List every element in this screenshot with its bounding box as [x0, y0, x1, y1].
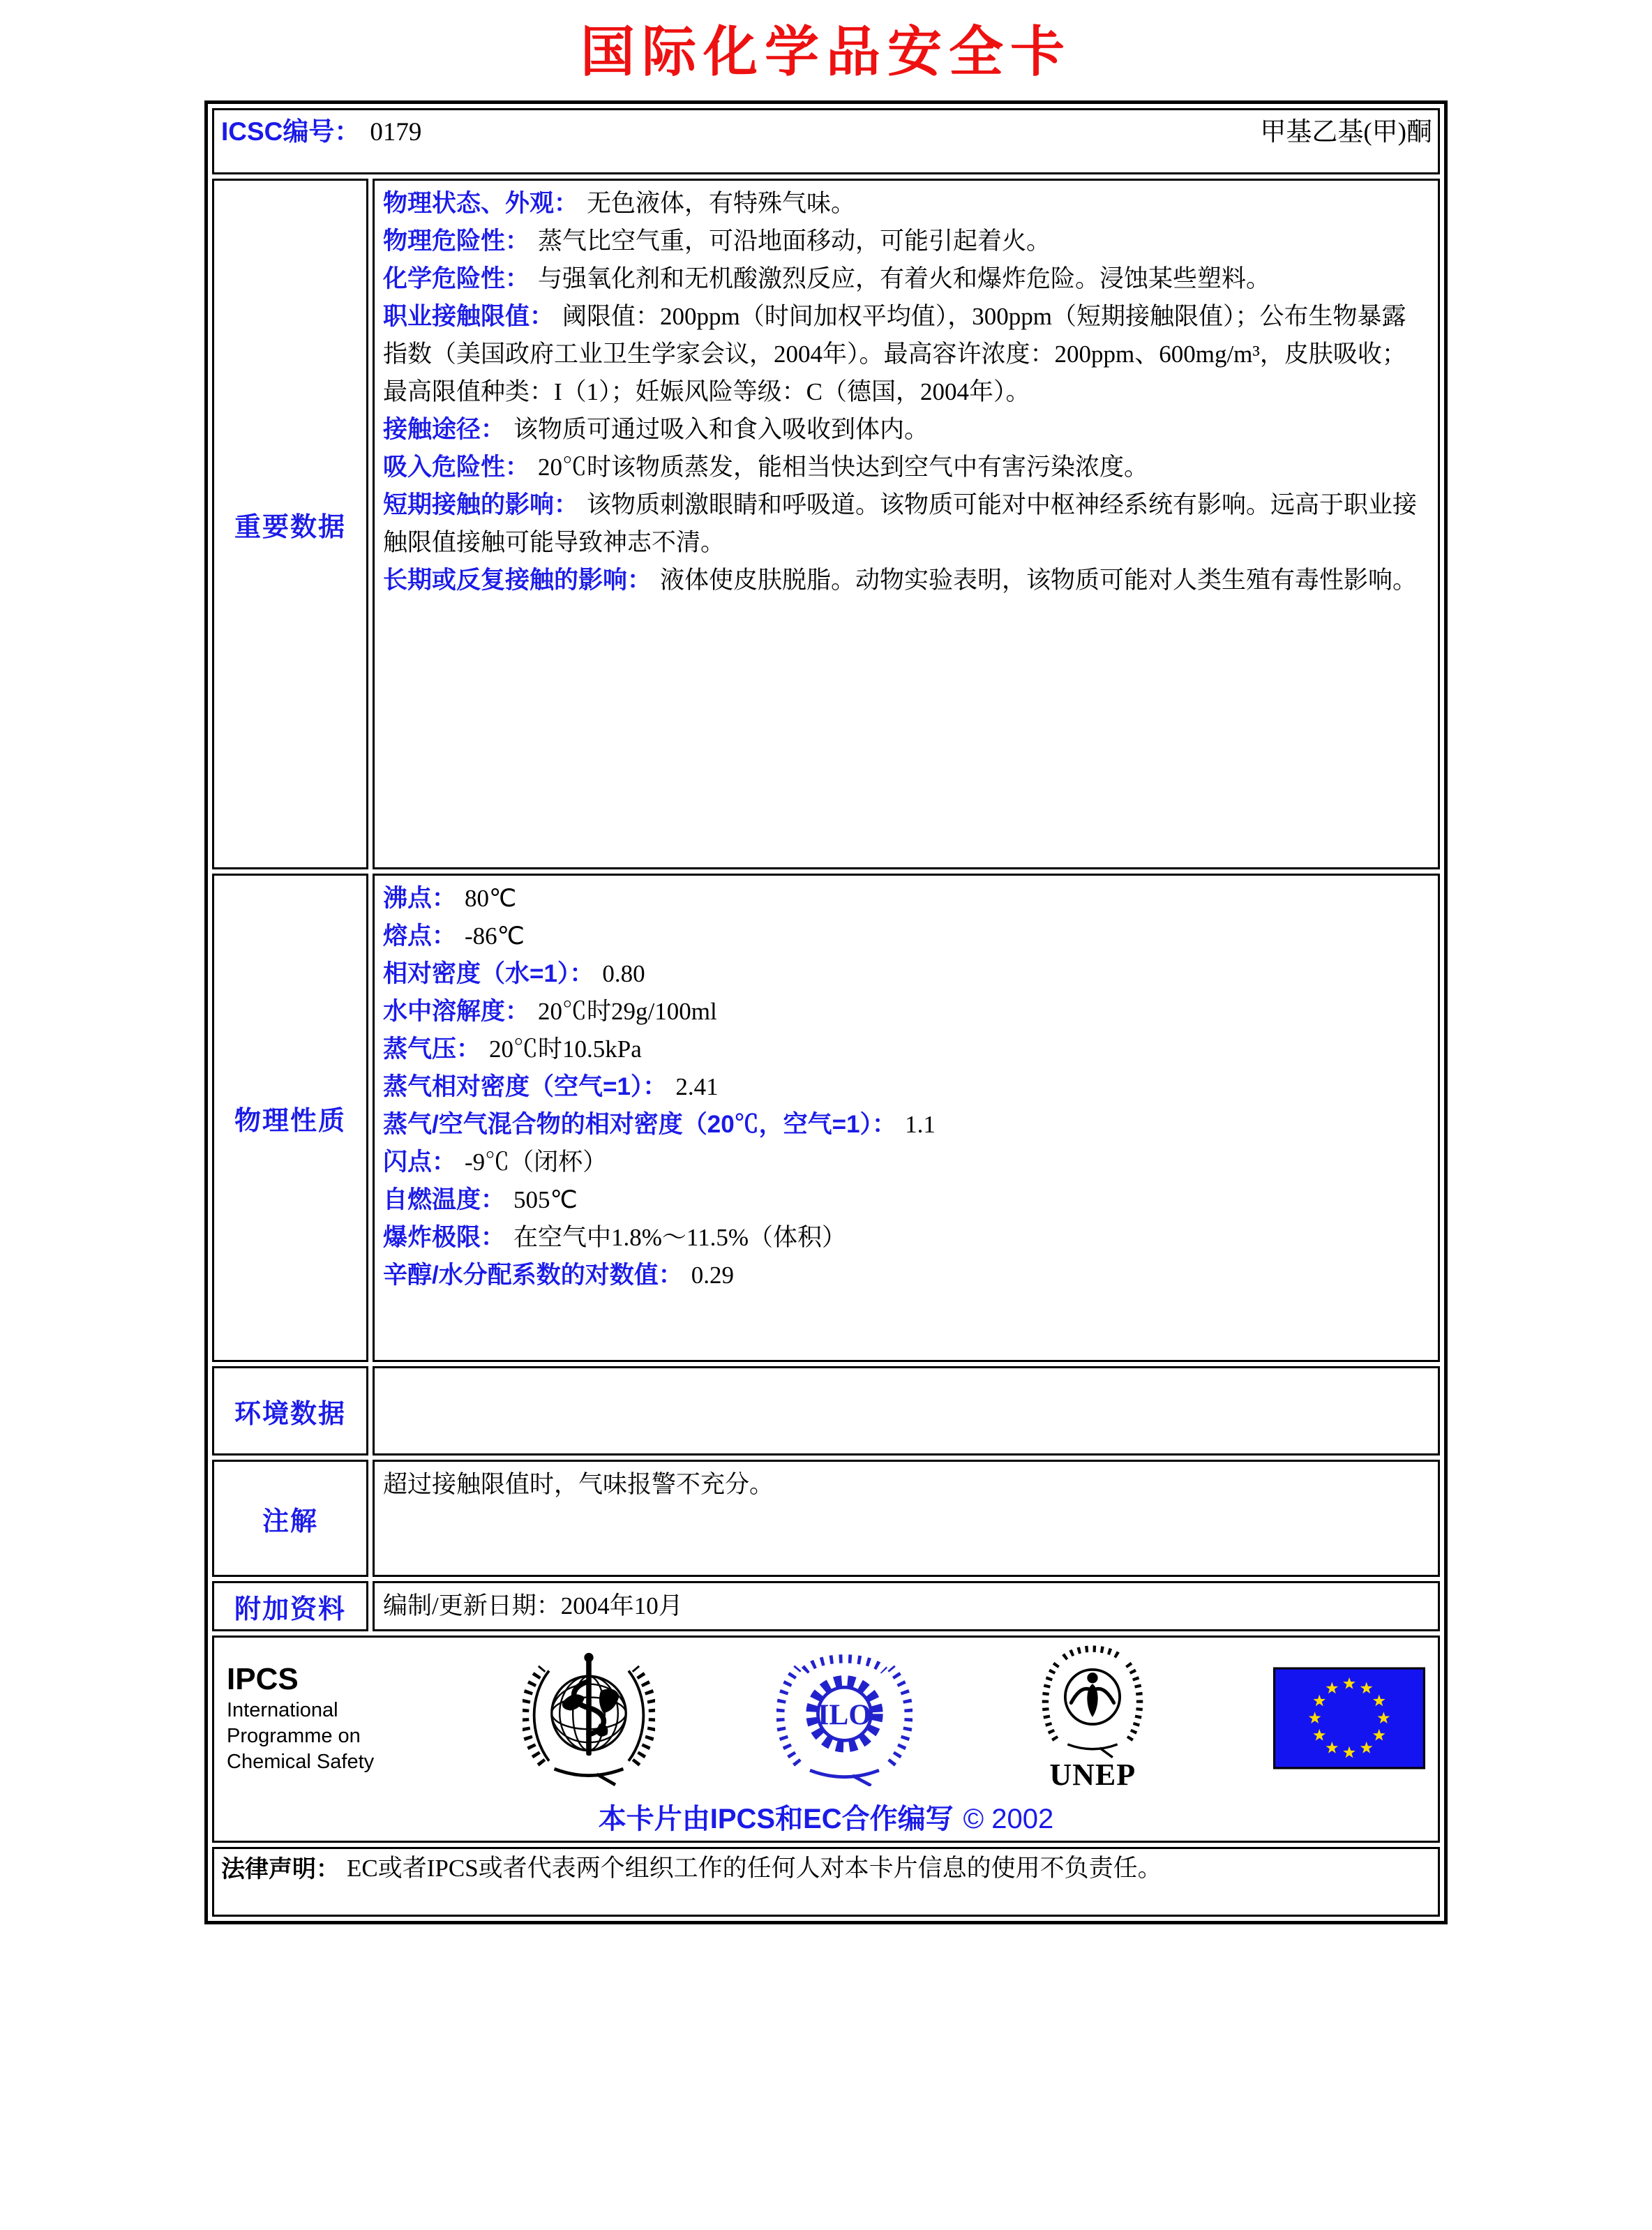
ipcs-subtitle-line: International [227, 1698, 338, 1721]
property-line [383, 486, 1429, 562]
row-label-additional-info: 附加资料 [212, 1581, 368, 1631]
field-label: 物理危险性： [383, 227, 530, 255]
row-label-important-data: 重要数据 [212, 179, 368, 869]
icsc-card-table [204, 100, 1448, 1924]
copyright-text: 本卡片由IPCS和EC合作编写 [598, 1804, 954, 1834]
field-label: 蒸气/空气混合物的相对密度（20℃，空气=1）： [383, 1111, 897, 1138]
unep-logo-block [1033, 1645, 1152, 1791]
icsc-number-group [221, 110, 421, 148]
field-value: 阈限值：200ppm（时间加权平均值），300ppm（短期接触限值）；公布生物暴露指数（美国政府工业卫生学家会议，2004年）。最高容许浓度：200ppm、600mg/m³，皮肤吸收；最高限值种类：I（1）；妊娠风险等级：C（德国，2004年）。 [383, 303, 1406, 405]
field-value: 1.1 [905, 1111, 936, 1138]
page-title: 国际化学品安全卡 [580, 20, 1072, 84]
field-value: 蒸气比空气重，可沿地面移动，可能引起着火。 [538, 227, 1051, 255]
property-line [383, 449, 1429, 486]
field-value: 20℃时该物质蒸发，能相当快达到空气中有害污染浓度。 [538, 454, 1149, 481]
header-cell [212, 108, 1440, 174]
property-line [383, 993, 1429, 1031]
property-line [383, 411, 1429, 449]
property-line [383, 260, 1429, 298]
field-value: 0.29 [691, 1262, 734, 1289]
field-label: 蒸气相对密度（空气=1）： [383, 1073, 668, 1100]
property-line [383, 880, 1429, 918]
property-line [383, 185, 1429, 223]
field-label: 长期或反复接触的影响： [383, 567, 652, 594]
property-line [383, 298, 1429, 411]
property-line [383, 1106, 1429, 1144]
row-label-notes: 注解 [212, 1460, 368, 1577]
icsc-number-value: 0179 [370, 118, 422, 147]
ipcs-subtitle-line: Chemical Safety [227, 1750, 375, 1773]
field-value: 20℃时29g/100ml [538, 998, 717, 1025]
physical-properties-content [373, 874, 1440, 1362]
field-label: 吸入危险性： [383, 454, 530, 481]
environmental-data-content [373, 1366, 1440, 1456]
ipcs-subtitle-line: Programme on [227, 1724, 361, 1747]
field-label: 物理状态、外观： [383, 190, 579, 217]
field-value: 0.80 [602, 960, 645, 987]
row-label-physical-properties: 物理性质 [212, 874, 368, 1362]
field-label: 职业接触限值： [383, 303, 555, 330]
field-value: 505℃ [513, 1186, 578, 1213]
field-label: 爆炸极限： [383, 1224, 506, 1251]
property-line [383, 1031, 1429, 1068]
field-label: 沸点： [383, 885, 457, 912]
ilo-logo-icon [776, 1649, 913, 1786]
property-line [383, 1257, 1429, 1294]
field-value: -86℃ [465, 922, 525, 950]
property-line [383, 223, 1429, 260]
who-logo-icon [523, 1649, 655, 1786]
field-value: 该物质可通过吸入和食入吸收到体内。 [513, 416, 929, 443]
notes-row [212, 1460, 1440, 1577]
field-value: 与强氧化剂和无机酸激烈反应，有着火和爆炸危险。浸蚀某些塑料。 [538, 265, 1271, 292]
unep-caption: UNEP [1049, 1758, 1136, 1792]
logos-row [212, 1636, 1440, 1843]
field-value: 该物质刺激眼睛和呼吸道。该物质可能对中枢神经系统有影响。远高于职业接触限值接触可能导致神志不清。 [383, 491, 1418, 556]
legal-notice-label: 法律声明： [221, 1855, 340, 1883]
property-line [383, 1181, 1429, 1219]
property-line [383, 1219, 1429, 1257]
field-label: 短期接触的影响： [383, 491, 579, 518]
additional-info-row [212, 1581, 1440, 1631]
environmental-data-row [212, 1366, 1440, 1456]
field-label: 辛醇/水分配系数的对数值： [383, 1262, 683, 1289]
field-label: 熔点： [383, 922, 457, 950]
field-label: 水中溶解度： [383, 998, 530, 1025]
ipcs-title: IPCS [227, 1661, 299, 1696]
header-row [212, 108, 1440, 174]
field-value: 超过接触限值时，气味报警不充分。 [383, 1471, 774, 1498]
legal-notice-text: EC或者IPCS或者代表两个组织工作的任何人对本卡片信息的使用不负责任。 [347, 1855, 1162, 1882]
chemical-name: 甲基乙基(甲)酮 [1260, 118, 1432, 147]
property-line [383, 1587, 1429, 1625]
ipcs-logo-text [227, 1661, 401, 1775]
logos-cell [212, 1636, 1440, 1843]
physical-properties-row [212, 874, 1440, 1362]
field-value: 20℃时10.5kPa [489, 1035, 642, 1063]
legal-row [212, 1847, 1440, 1917]
row-label-environmental-data: 环境数据 [212, 1366, 368, 1456]
field-label: 自燃温度： [383, 1186, 506, 1213]
field-value: 编制/更新日期：2004年10月 [383, 1592, 683, 1619]
field-value: -9℃（闭杯） [465, 1148, 608, 1176]
copyright-year: © 2002 [963, 1804, 1054, 1834]
legal-cell [212, 1847, 1440, 1917]
eu-flag-icon [1273, 1667, 1425, 1769]
field-label: 相对密度（水=1）： [383, 960, 594, 987]
field-value: 80℃ [465, 885, 517, 912]
field-value: 2.41 [675, 1073, 719, 1100]
property-line [383, 955, 1429, 993]
field-label: 接触途径： [383, 416, 506, 443]
important-data-row [212, 179, 1440, 869]
property-line [383, 562, 1429, 599]
notes-content [373, 1460, 1440, 1577]
field-value: 在空气中1.8%～11.5%（体积） [513, 1224, 847, 1251]
property-line [383, 1068, 1429, 1106]
field-label: 化学危险性： [383, 265, 530, 292]
field-value: 无色液体，有特殊气味。 [587, 190, 856, 217]
property-line [383, 1144, 1429, 1181]
icsc-number-label: ICSC编号： [221, 117, 361, 146]
copyright-line [227, 1797, 1425, 1836]
additional-info-content [373, 1581, 1440, 1631]
property-line [383, 918, 1429, 955]
field-label: 蒸气压： [383, 1035, 481, 1063]
ilo-letters: ILO [817, 1699, 871, 1732]
important-data-content [373, 179, 1440, 869]
unep-logo-icon [1033, 1645, 1152, 1765]
property-line [383, 1466, 1429, 1504]
field-value: 液体使皮肤脱脂。动物实验表明，该物质可能对人类生殖有毒性影响。 [660, 567, 1418, 594]
field-label: 闪点： [383, 1148, 457, 1176]
